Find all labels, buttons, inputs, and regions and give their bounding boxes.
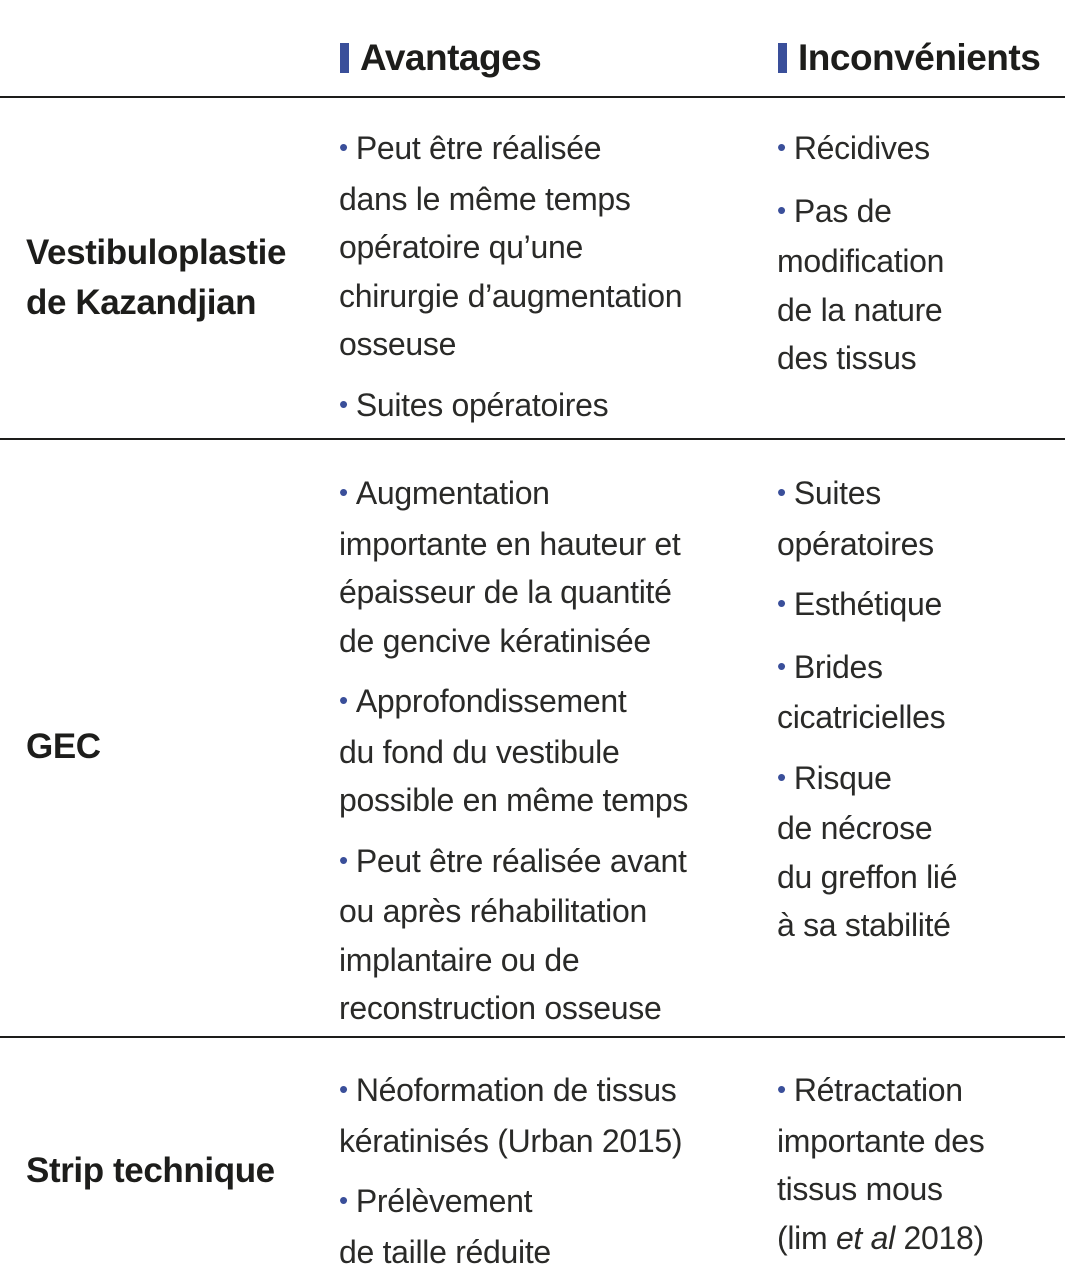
list-item bbox=[777, 1066, 1067, 1262]
item-text: du fond du vestibule bbox=[339, 733, 620, 770]
row-label-line: Strip technique bbox=[26, 1151, 275, 1190]
item-text: ou après réhabilitation bbox=[339, 893, 647, 929]
item-text: implantaire ou de bbox=[339, 941, 580, 978]
item-text: Néoformation de tissus bbox=[355, 1072, 677, 1108]
citation bbox=[777, 1214, 1067, 1263]
list-item bbox=[777, 754, 1067, 950]
item-text: Suites opératoires bbox=[355, 386, 609, 423]
item-text: Peut être réalisée bbox=[355, 130, 602, 166]
item-text: Peut être réalisée avant bbox=[355, 842, 687, 879]
list-item bbox=[777, 580, 1067, 631]
bullet-icon: • bbox=[777, 194, 786, 225]
header-advantages bbox=[340, 36, 541, 80]
row-label-vestibuloplastie bbox=[26, 228, 286, 328]
bullet-icon: • bbox=[339, 388, 348, 419]
item-text: kératinisés (Urban 2015) bbox=[339, 1122, 683, 1159]
item-text: à sa stabilité bbox=[777, 907, 951, 943]
list-item bbox=[339, 124, 734, 369]
bullet-icon: • bbox=[339, 1074, 348, 1104]
list-item bbox=[339, 677, 734, 825]
disadvantages-cell bbox=[777, 124, 1067, 395]
disadvantages-cell bbox=[777, 469, 1067, 962]
bullet-icon: • bbox=[339, 685, 348, 715]
list-item bbox=[777, 469, 1067, 568]
table-rule bbox=[0, 96, 1065, 98]
list-item bbox=[339, 381, 734, 432]
advantages-cell bbox=[339, 1066, 734, 1288]
list-item bbox=[777, 643, 1067, 742]
item-text: Brides bbox=[793, 648, 883, 685]
list-item bbox=[339, 837, 734, 1033]
list-item bbox=[339, 1066, 734, 1165]
item-text: Augmentation bbox=[355, 475, 550, 511]
row-label-line: de Kazandjian bbox=[26, 283, 257, 322]
advantages-cell bbox=[339, 124, 734, 443]
item-text: cicatricielles bbox=[777, 699, 946, 735]
item-text: osseuse bbox=[339, 326, 457, 362]
row-label-line: Vestibuloplastie bbox=[26, 233, 287, 272]
item-text: dans le même temps bbox=[339, 180, 631, 217]
header-marker-icon bbox=[340, 43, 349, 73]
item-text: de la nature bbox=[777, 291, 943, 328]
item-text: opératoires bbox=[777, 525, 934, 562]
bullet-icon: • bbox=[339, 477, 348, 507]
header-disadvantages-label: Inconvénients bbox=[798, 37, 1041, 78]
table-rule bbox=[0, 1036, 1065, 1038]
bullet-icon: • bbox=[777, 588, 786, 618]
bullet-icon: • bbox=[339, 844, 348, 875]
citation-text: (lim bbox=[777, 1219, 836, 1256]
row-label-gec bbox=[26, 722, 101, 772]
item-text: Approfondissement bbox=[355, 683, 627, 719]
row-label-line: GEC bbox=[26, 727, 101, 766]
header-marker-icon bbox=[778, 43, 787, 73]
list-item bbox=[339, 469, 734, 665]
bullet-icon: • bbox=[777, 761, 786, 792]
item-text: Suites bbox=[793, 475, 881, 511]
list-item bbox=[777, 124, 1067, 175]
header-disadvantages bbox=[778, 36, 1040, 80]
list-item bbox=[339, 1177, 734, 1276]
item-text: Rétractation bbox=[793, 1072, 963, 1108]
table-rule bbox=[0, 438, 1065, 440]
bullet-icon: • bbox=[777, 1074, 786, 1104]
item-text: Pas de bbox=[793, 192, 892, 229]
item-text: importante en hauteur et bbox=[339, 525, 681, 562]
item-text: du greffon lié bbox=[777, 858, 958, 895]
bullet-icon: • bbox=[777, 477, 786, 507]
bullet-icon: • bbox=[339, 132, 348, 162]
item-text: importante des bbox=[777, 1122, 985, 1159]
citation-italic: et al bbox=[835, 1219, 895, 1256]
bullet-icon: • bbox=[339, 1185, 348, 1215]
item-text: de taille réduite bbox=[339, 1233, 551, 1270]
header-advantages-label: Avantages bbox=[360, 37, 542, 78]
bullet-icon: • bbox=[777, 132, 786, 162]
citation-text: 2018) bbox=[894, 1219, 984, 1256]
item-text: Récidives bbox=[793, 130, 930, 166]
disadvantages-cell bbox=[777, 1066, 1067, 1274]
item-text: de gencive kératinisée bbox=[339, 622, 651, 659]
item-text: épaisseur de la quantité bbox=[339, 574, 672, 610]
item-text: opératoire qu’une bbox=[339, 229, 583, 265]
item-text: Risque bbox=[793, 759, 892, 796]
list-item bbox=[777, 187, 1067, 383]
item-text: des tissus bbox=[777, 340, 917, 376]
item-text: modification bbox=[777, 243, 945, 279]
item-text: possible en même temps bbox=[339, 782, 689, 818]
item-text: Prélèvement bbox=[355, 1183, 533, 1219]
row-label-strip-technique bbox=[26, 1146, 275, 1196]
advantages-cell bbox=[339, 469, 734, 1045]
item-text: Esthétique bbox=[793, 586, 943, 622]
bullet-icon: • bbox=[777, 650, 786, 681]
item-text: reconstruction osseuse bbox=[339, 990, 662, 1026]
item-text: tissus mous bbox=[777, 1171, 943, 1207]
item-text: de nécrose bbox=[777, 810, 933, 846]
item-text: chirurgie d’augmentation bbox=[339, 277, 683, 314]
